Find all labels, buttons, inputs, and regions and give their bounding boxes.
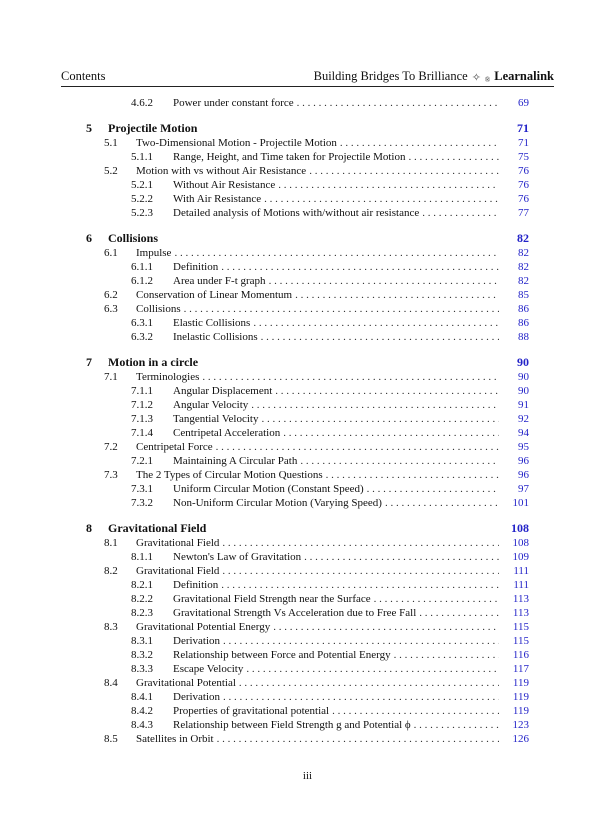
- toc-page-link[interactable]: 90: [518, 371, 529, 383]
- toc-entry[interactable]: [84, 274, 529, 288]
- toc-entry-number: 7.1.4: [131, 427, 153, 439]
- dot-leader: [300, 454, 499, 468]
- toc-entry-number: 8.2: [104, 565, 118, 577]
- dot-leader: [295, 288, 499, 302]
- toc-chapter-entry[interactable]: [84, 520, 529, 536]
- toc-entry-number: 5.2.1: [131, 179, 153, 191]
- sparkle-icon: ✧: [471, 71, 481, 84]
- toc-entry-number: 8: [86, 521, 92, 535]
- dot-leader: [283, 426, 499, 440]
- dot-leader: [278, 178, 499, 192]
- toc-entry-title: Without Air Resistance: [173, 179, 276, 191]
- dot-leader: [216, 440, 499, 454]
- toc-page-link[interactable]: 92: [518, 413, 529, 425]
- dot-leader: [217, 732, 499, 746]
- toc-entry-title: Centripetal Force: [136, 441, 213, 453]
- dot-leader: [246, 662, 499, 676]
- dot-leader: [261, 412, 499, 426]
- toc-entry[interactable]: [84, 550, 529, 564]
- toc-entry[interactable]: [84, 718, 529, 732]
- toc-page-link[interactable]: 117: [512, 663, 529, 675]
- toc-entry[interactable]: [84, 468, 529, 482]
- dot-leader: [414, 718, 499, 732]
- toc-entry[interactable]: [84, 330, 529, 344]
- toc-page-link[interactable]: 126: [512, 733, 529, 745]
- toc-entry-number: 6: [86, 231, 92, 245]
- toc-entry[interactable]: [84, 536, 529, 550]
- toc-page-link[interactable]: 71: [517, 121, 529, 135]
- toc-entry-title: Gravitational Potential: [136, 677, 236, 689]
- toc-entry[interactable]: [84, 648, 529, 662]
- dot-leader: [223, 634, 499, 648]
- header-branding: [314, 69, 554, 84]
- toc-chapter-entry[interactable]: [84, 354, 529, 370]
- toc-entry[interactable]: [84, 96, 529, 110]
- toc-entry-title: Definition: [173, 579, 219, 591]
- toc-entry-title: Definition: [173, 261, 219, 273]
- toc-entry-title: Gravitational Strength Vs Acceleration due to Free Fall: [173, 607, 417, 619]
- toc-entry-number: 5.2: [104, 165, 118, 177]
- toc-page-link[interactable]: 90: [518, 385, 529, 397]
- toc-entry-title: Motion in a circle: [108, 355, 199, 369]
- toc-entry-title: Collisions: [108, 231, 159, 245]
- toc-entry-number: 8.2.2: [131, 593, 153, 605]
- dot-leader: [367, 482, 499, 496]
- running-header: [61, 66, 554, 84]
- dot-leader: [239, 676, 499, 690]
- toc-page-link[interactable]: 111: [513, 565, 529, 577]
- dot-leader: [174, 246, 499, 260]
- toc-page-link[interactable]: 115: [512, 621, 529, 633]
- toc-entry-number: 7.1.2: [131, 399, 153, 411]
- toc-entry[interactable]: [84, 606, 529, 620]
- toc-entry-title: Gravitational Potential Energy: [136, 621, 271, 633]
- header-rule: [61, 86, 554, 87]
- toc-entry-title: Motion with vs without Air Resistance: [136, 165, 307, 177]
- dot-leader: [409, 150, 500, 164]
- dot-leader: [422, 206, 499, 220]
- toc-entry-title: Power under constant force: [173, 97, 294, 109]
- page-number: iii: [302, 770, 313, 782]
- toc-entry[interactable]: [84, 676, 529, 690]
- toc-entry[interactable]: [84, 384, 529, 398]
- toc-entry-number: 7.1.1: [131, 385, 153, 397]
- toc-entry-title: Angular Velocity: [173, 399, 249, 411]
- toc-page-link[interactable]: 90: [517, 355, 529, 369]
- toc-entry-number: 6.1: [104, 247, 118, 259]
- toc-entry[interactable]: [84, 564, 529, 578]
- toc-page-link[interactable]: 82: [518, 261, 529, 273]
- toc-page-link[interactable]: 119: [512, 677, 529, 689]
- toc-entry-number: 5: [86, 121, 92, 135]
- dot-leader: [261, 330, 499, 344]
- dot-leader: [275, 384, 499, 398]
- toc-entry[interactable]: [84, 206, 529, 220]
- toc-entry-number: 8.1: [104, 537, 118, 549]
- toc-entry[interactable]: [84, 302, 529, 316]
- toc-entry[interactable]: [84, 578, 529, 592]
- toc-entry-number: 8.2.1: [131, 579, 153, 591]
- toc-page-link[interactable]: 94: [518, 427, 529, 439]
- toc-entry-number: 8.4.3: [131, 719, 153, 731]
- toc-entry[interactable]: [84, 662, 529, 676]
- header-section-title: Contents: [61, 69, 106, 83]
- toc-entry-number: 5.2.3: [131, 207, 153, 219]
- toc-page-link[interactable]: 91: [518, 399, 529, 411]
- toc-entry-number: 6.1.1: [131, 261, 153, 273]
- dot-leader: [273, 620, 499, 634]
- toc-page-link[interactable]: 75: [518, 151, 529, 163]
- toc-entry-title: Centripetal Acceleration: [173, 427, 281, 439]
- dot-leader: [304, 550, 499, 564]
- dot-leader: [332, 704, 499, 718]
- toc-entry-title: Inelastic Collisions: [173, 331, 258, 343]
- toc-entry-title: Impulse: [136, 247, 172, 259]
- toc-entry-title: Relationship between Force and Potential Energy: [173, 649, 391, 661]
- toc-entry-number: 7.2.1: [131, 455, 153, 467]
- toc-page-link[interactable]: 116: [512, 649, 529, 661]
- dot-leader: [223, 690, 499, 704]
- toc-page-link[interactable]: 96: [518, 455, 529, 467]
- brand-name: Learnalink: [494, 69, 554, 83]
- toc-page-link[interactable]: 113: [512, 607, 529, 619]
- toc-entry[interactable]: [84, 192, 529, 206]
- toc-page-link[interactable]: 96: [518, 469, 529, 481]
- toc-entry[interactable]: [84, 440, 529, 454]
- toc-page-link[interactable]: 97: [518, 483, 529, 495]
- toc-page-link[interactable]: 69: [518, 97, 529, 109]
- toc-entry-number: 6.1.2: [131, 275, 153, 287]
- dot-leader: [419, 606, 499, 620]
- toc-page-link[interactable]: 115: [512, 635, 529, 647]
- toc-page-link[interactable]: 88: [518, 331, 529, 343]
- toc-entry-title: Tangential Velocity: [173, 413, 259, 425]
- toc-entry[interactable]: [84, 634, 529, 648]
- toc-entry-title: With Air Resistance: [173, 193, 262, 205]
- toc-entry[interactable]: [84, 370, 529, 384]
- toc-entry-number: 6.3.1: [131, 317, 153, 329]
- toc-entry-number: 8.3.1: [131, 635, 153, 647]
- dot-leader: [374, 592, 499, 606]
- toc-entry-title: Derivation: [173, 691, 221, 703]
- toc-page-link[interactable]: 119: [512, 691, 529, 703]
- toc-entry-title: Conservation of Linear Momentum: [136, 289, 293, 301]
- toc-entry-title: Relationship between Field Strength g and Potential ϕ: [173, 719, 411, 731]
- toc-page-link[interactable]: 82: [518, 247, 529, 259]
- toc-entry-number: 8.3.3: [131, 663, 153, 675]
- dot-leader: [326, 468, 499, 482]
- toc-page-link[interactable]: 111: [513, 579, 529, 591]
- toc-entry-number: 7.1.3: [131, 413, 153, 425]
- toc-entry[interactable]: [84, 704, 529, 718]
- toc-entry-number: 8.3: [104, 621, 118, 633]
- toc-page-link[interactable]: 76: [518, 193, 529, 205]
- dot-leader: [221, 260, 499, 274]
- toc-page-link[interactable]: 123: [512, 719, 529, 731]
- toc-entry-title: Range, Height, and Time taken for Projectile Motion: [173, 151, 406, 163]
- toc-entry[interactable]: [84, 496, 529, 510]
- toc-entry-number: 4.6.2: [131, 97, 153, 109]
- toc-entry-title: Gravitational Field: [136, 537, 220, 549]
- dot-leader: [264, 192, 499, 206]
- toc-page-link[interactable]: 113: [512, 593, 529, 605]
- toc-entry[interactable]: [84, 246, 529, 260]
- toc-entry[interactable]: [84, 178, 529, 192]
- toc-entry[interactable]: [84, 316, 529, 330]
- toc-entry[interactable]: [84, 732, 529, 746]
- toc-entry-number: 7: [86, 355, 92, 369]
- dot-leader: [222, 536, 499, 550]
- toc-entry-number: 8.2.3: [131, 607, 153, 619]
- toc-entry-number: 8.5: [104, 733, 118, 745]
- toc-page-link[interactable]: 119: [512, 705, 529, 717]
- toc-entry-number: 5.1.1: [131, 151, 153, 163]
- toc-entry-title: Properties of gravitational potential: [173, 705, 330, 717]
- dot-leader: [394, 648, 499, 662]
- toc-entry-number: 7.1: [104, 371, 118, 383]
- toc-entry-number: 5.1: [104, 137, 118, 149]
- toc-entry[interactable]: [84, 164, 529, 178]
- toc-entry-number: 8.4.1: [131, 691, 153, 703]
- toc-page-link[interactable]: 108: [511, 521, 529, 535]
- toc-entry-number: 7.3.2: [131, 497, 153, 509]
- dot-leader: [184, 302, 499, 316]
- toc-entry-title: Gravitational Field Strength near the Surface: [173, 593, 371, 605]
- toc-entry-number: 7.3.1: [131, 483, 153, 495]
- toc-entry[interactable]: [84, 260, 529, 274]
- toc-page-link[interactable]: 108: [512, 537, 529, 549]
- toc-entry-title: Projectile Motion: [108, 121, 198, 135]
- toc-entry[interactable]: [84, 288, 529, 302]
- toc-entry-number: 8.4: [104, 677, 118, 689]
- dot-leader: [202, 370, 499, 384]
- toc-entry[interactable]: [84, 690, 529, 704]
- header-tagline: Building Bridges To Brilliance: [313, 69, 468, 83]
- toc-chapter-entry[interactable]: [84, 120, 529, 136]
- toc-entry-number: 8.1.1: [131, 551, 153, 563]
- dot-leader: [221, 578, 499, 592]
- toc-entry-number: 7.2: [104, 441, 118, 453]
- toc-page-link[interactable]: 95: [518, 441, 529, 453]
- toc-entry-title: Uniform Circular Motion (Constant Speed): [173, 483, 364, 495]
- dot-leader: [222, 564, 499, 578]
- toc-page-link[interactable]: 86: [518, 317, 529, 329]
- toc-entry-number: 6.3.2: [131, 331, 153, 343]
- toc-entry-number: 6.3: [104, 303, 118, 315]
- toc-entry-number: 6.2: [104, 289, 118, 301]
- table-of-contents: [84, 96, 529, 746]
- toc-page-link[interactable]: 82: [518, 275, 529, 287]
- registered-mark: ®: [484, 76, 491, 84]
- toc-entry-number: 5.2.2: [131, 193, 153, 205]
- toc-entry[interactable]: [84, 136, 529, 150]
- toc-entry[interactable]: [84, 620, 529, 634]
- toc-entry-title: Satellites in Orbit: [136, 733, 214, 745]
- toc-entry-title: Gravitational Field: [108, 521, 207, 535]
- toc-page-link[interactable]: 77: [518, 207, 529, 219]
- toc-page-link[interactable]: 101: [512, 497, 529, 509]
- toc-page-link[interactable]: 82: [517, 231, 529, 245]
- toc-page-link[interactable]: 86: [518, 303, 529, 315]
- toc-entry-title: Derivation: [173, 635, 221, 647]
- dot-leader: [269, 274, 499, 288]
- toc-entry-title: Detailed analysis of Motions with/without air resistance: [173, 207, 420, 219]
- toc-entry-number: 8.3.2: [131, 649, 153, 661]
- toc-entry-title: Escape Velocity: [173, 663, 244, 675]
- toc-entry[interactable]: [84, 592, 529, 606]
- dot-leader: [297, 96, 499, 110]
- toc-entry[interactable]: [84, 454, 529, 468]
- dot-leader: [309, 164, 499, 178]
- dot-leader: [340, 136, 499, 150]
- toc-entry-title: Non-Uniform Circular Motion (Varying Speed): [173, 497, 382, 509]
- toc-entry-title: Gravitational Field: [136, 565, 220, 577]
- toc-entry-title: Terminologies: [136, 371, 200, 383]
- dot-leader: [385, 496, 499, 510]
- toc-chapter-entry[interactable]: [84, 230, 529, 246]
- toc-page-link[interactable]: 76: [518, 165, 529, 177]
- toc-entry[interactable]: [84, 412, 529, 426]
- toc-entry[interactable]: [84, 482, 529, 496]
- toc-entry-title: The 2 Types of Circular Motion Questions: [136, 469, 323, 481]
- toc-entry-title: Elastic Collisions: [173, 317, 251, 329]
- toc-entry-title: Area under F-t graph: [173, 275, 266, 287]
- toc-entry-number: 8.4.2: [131, 705, 153, 717]
- toc-entry-title: Angular Displacement: [173, 385, 273, 397]
- toc-page-link[interactable]: 76: [518, 179, 529, 191]
- toc-entry[interactable]: [84, 426, 529, 440]
- toc-entry[interactable]: [84, 398, 529, 412]
- toc-page-link[interactable]: 85: [518, 289, 529, 301]
- toc-entry-number: 7.3: [104, 469, 118, 481]
- dot-leader: [253, 316, 499, 330]
- toc-entry-title: Two-Dimensional Motion - Projectile Motion: [136, 137, 337, 149]
- toc-entry-title: Newton's Law of Gravitation: [173, 551, 302, 563]
- dot-leader: [251, 398, 499, 412]
- toc-page-link[interactable]: 109: [512, 551, 529, 563]
- toc-entry-title: Maintaining A Circular Path: [173, 455, 298, 467]
- toc-page-link[interactable]: 71: [518, 137, 529, 149]
- toc-entry[interactable]: [84, 150, 529, 164]
- toc-entry-title: Collisions: [136, 303, 181, 315]
